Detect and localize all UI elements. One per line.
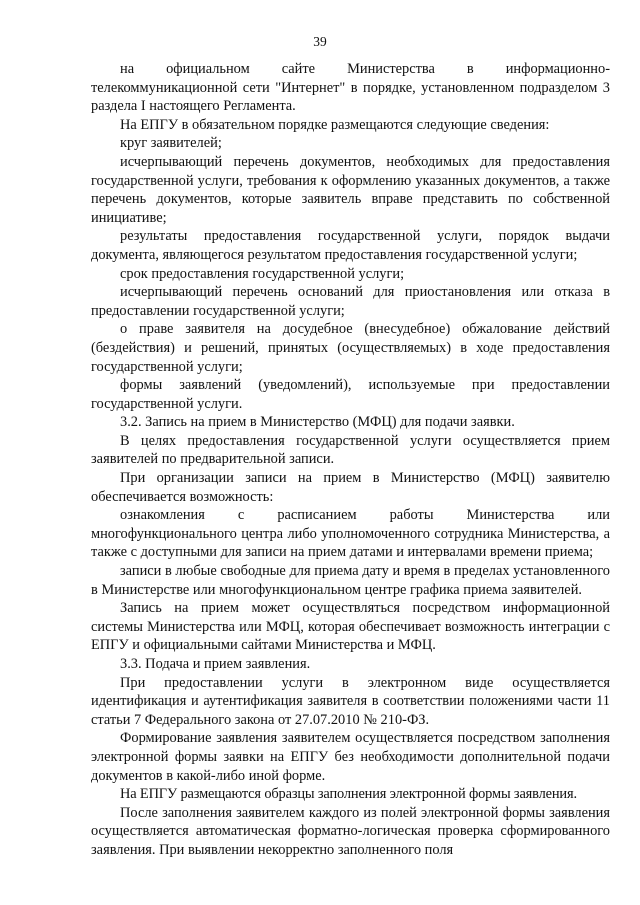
page-number: 39 <box>313 34 327 49</box>
paragraph: На ЕПГУ размещаются образцы заполнения электронной формы заявления. <box>120 786 577 803</box>
paragraph: формы заявлений (уведомлений), используемые при предоставлении государственной услуги. <box>91 377 610 412</box>
paragraph: срок предоставления государственной услуги; <box>120 265 405 282</box>
document-body <box>91 60 610 860</box>
paragraph: После заполнения заявителем каждого из полей электронной формы заявления осуществляется автоматическая форматно-логическая проверка сформированного заявления. При выявлении некорректно заполненного поля <box>91 804 610 858</box>
paragraph: на официальном сайте Министерства в информационно-телекоммуникационной сети "Интернет" в порядке, установленном подразделом 3 раздела I настоящего Регламента. <box>91 61 610 115</box>
paragraph: исчерпывающий перечень документов, необходимых для предоставления государственной услуги, требования к оформлению указанных документов, а также перечень документов, которые заявитель вправе представить по собственной инициативе; <box>91 153 610 226</box>
paragraph: исчерпывающий перечень оснований для приостановления или отказа в предоставлении государственной услуги; <box>91 284 610 319</box>
paragraph: записи в любые свободные для приема дату и время в пределах установленного в Министерстве или многофункциональном центре графика приема заявителей. <box>91 563 610 598</box>
paragraph: результаты предоставления государственной услуги, порядок выдачи документа, являющегося результатом предоставления государственной услуги; <box>91 228 610 263</box>
paragraph: В целях предоставления государственной услуги осуществляется прием заявителей по предварительной записи. <box>91 432 610 468</box>
paragraph: ознакомления с расписанием работы Министерства или многофункционального центра либо уполномоченного сотрудника Министерства, а также с доступными для записи на прием датами и интервалами времени приема; <box>91 507 610 561</box>
section-heading: 3.2. Запись на прием в Министерство (МФЦ) для подачи заявки. <box>120 414 515 431</box>
paragraph: Формирование заявления заявителем осуществляется посредством заполнения электронной формы заявки на ЕПГУ без необходимости дополнительной подачи документов в какой-либо иной форме. <box>91 730 610 784</box>
paragraph: При организации записи на прием в Министерство (МФЦ) заявителю обеспечивается возможность: <box>91 470 610 505</box>
paragraph: На ЕПГУ в обязательном порядке размещаются следующие сведения: <box>120 116 550 133</box>
paragraph: круг заявителей; <box>120 135 222 152</box>
paragraph: Запись на прием может осуществляться посредством информационной системы Министерства или МФЦ, которая обеспечивает возможность интеграции с ЕПГУ и официальными сайтами Министерства и МФЦ. <box>91 600 610 654</box>
section-heading: 3.3. Подача и прием заявления. <box>120 656 311 672</box>
paragraph: При предоставлении услуги в электронном виде осуществляется идентификация и аутентификация заявителя в соответствии положениями части 11 статьи 7 Федерального закона от 27.07.2010 № 210-ФЗ. <box>91 674 610 728</box>
paragraph: о праве заявителя на досудебное (внесудебное) обжалование действий (бездействия) и решений, принятых (осуществляемых) в ходе предоставления государственной услуги; <box>91 321 610 375</box>
